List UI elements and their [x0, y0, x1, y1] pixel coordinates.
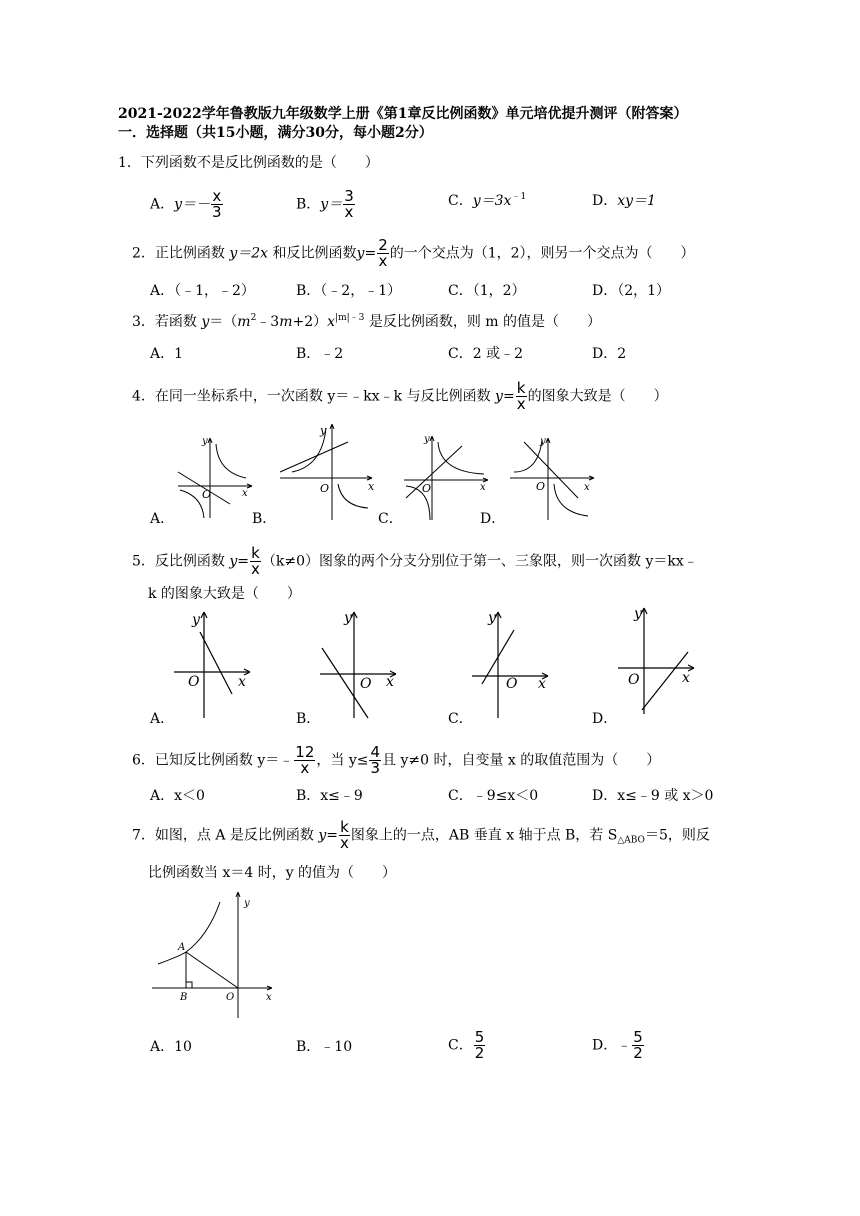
- question-4-stem: 4．在同一坐标系中，一次函数 y＝﹣kx﹣k 与反比例函数 y= $\frac{k}{x}$ 的图象大致是（ ）: [132, 379, 668, 413]
- svg-text:y: y: [320, 424, 327, 437]
- q7-option-d: D．﹣ $\frac{5}{2}$: [592, 1028, 643, 1062]
- question-6-stem: 6．已知反比例函数 y＝﹣ $\frac{12}{x}$ ，当 y≤ $\frac{4}{3}$ 且 y≠0 时，自变量 x 的取值范围为（ ）: [132, 743, 661, 777]
- svg-text:x: x: [386, 674, 394, 690]
- q2-option-b: B．（﹣2，﹣1）: [296, 283, 402, 299]
- svg-text:O: O: [506, 676, 518, 692]
- svg-text:y: y: [540, 436, 546, 447]
- q7-option-b: B．﹣10: [296, 1039, 353, 1055]
- svg-text:O: O: [202, 488, 212, 501]
- q7-option-c: C． $\frac{5}{2}$: [448, 1028, 485, 1062]
- q5-label-c: C．: [448, 711, 473, 727]
- svg-text:x: x: [238, 674, 246, 690]
- fraction: $\frac{4}{3}$: [370, 743, 381, 777]
- q4-graph-b: [278, 422, 378, 522]
- svg-text:O: O: [422, 482, 432, 495]
- svg-text:B: B: [180, 992, 188, 1003]
- svg-text:x: x: [368, 480, 375, 493]
- fraction: $\frac{3}{x}$: [344, 187, 354, 221]
- fraction: $\frac{k}{x}$: [251, 544, 260, 578]
- svg-text:x: x: [682, 670, 690, 686]
- q5-label-d: D．: [592, 711, 618, 727]
- svg-text:y: y: [244, 898, 250, 909]
- question-3-stem: 3．若函数 $y=(m^2﹣3m+2)x^{|m|﹣3}$ 是反比例函数，则 m 的值是（ ）: [132, 313, 602, 330]
- q5-graph-b: [316, 610, 400, 720]
- svg-text:O: O: [628, 672, 640, 688]
- q6-option-c: C．﹣9≤x＜0: [448, 788, 539, 804]
- q3-option-d: D．2: [592, 346, 627, 362]
- svg-text:y: y: [344, 610, 352, 626]
- svg-text:y: y: [488, 610, 496, 626]
- question-7-line2: 比例函数当 x＝4 时，y 的值为（ ）: [148, 865, 397, 881]
- q3-option-b: B．﹣2: [296, 346, 344, 362]
- q2-option-a: A．（﹣1，﹣2）: [150, 283, 255, 299]
- q2-option-c: C．（1，2）: [448, 283, 526, 299]
- q5-graph-a: [170, 610, 254, 720]
- q6-option-a: A．x＜0: [150, 788, 205, 804]
- question-2-stem: 2．正比例函数 y＝2x 和反比例函数y= $\frac{2}{x}$ 的一个交点为（1，2），则另一个交点为（ ）: [132, 236, 695, 270]
- q1-option-d: D．xy＝1: [592, 193, 656, 209]
- q1-option-b: B．y＝ $\frac{3}{x}$: [296, 187, 354, 221]
- fraction: $\frac{5}{2}$: [633, 1028, 643, 1062]
- q4-graph-d: [508, 436, 598, 522]
- fraction: $\frac{2}{x}$: [378, 236, 388, 270]
- svg-text:O: O: [360, 676, 372, 692]
- svg-text:x: x: [480, 482, 486, 493]
- q6-option-d: D．x≤﹣9 或 x＞0: [592, 788, 714, 804]
- svg-text:y: y: [634, 606, 642, 622]
- q4-graph-c: [402, 434, 492, 522]
- question-5-line2: k 的图象大致是（ ）: [148, 586, 301, 602]
- svg-text:x: x: [584, 482, 590, 493]
- page-title: 2021-2022学年鲁教版九年级数学上册《第1章反比例函数》单元培优提升测评（附答案）: [118, 106, 688, 122]
- svg-text:x: x: [242, 488, 248, 499]
- fraction: $\frac{k}{x}$: [340, 818, 349, 852]
- q4-label-c: C．: [378, 511, 403, 527]
- q6-option-b: B．x≤﹣9: [296, 788, 363, 804]
- q3-option-c: C．2 或﹣2: [448, 346, 523, 362]
- q3-option-a: A．1: [150, 346, 184, 362]
- svg-text:O: O: [320, 482, 330, 495]
- svg-text:A: A: [178, 942, 186, 953]
- q7-option-a: A．10: [150, 1039, 192, 1055]
- fraction: $\frac{k}{x}$: [516, 379, 526, 413]
- q4-label-a: A．: [150, 511, 175, 527]
- q4-graph-a: [176, 436, 256, 520]
- svg-text:y: y: [202, 436, 208, 447]
- q5-label-a: A．: [150, 711, 175, 727]
- q5-graph-d: [614, 606, 698, 716]
- svg-text:O: O: [226, 992, 235, 1003]
- section-heading: 一．选择题（共15小题，满分30分，每小题2分）: [118, 125, 433, 141]
- svg-text:x: x: [538, 676, 546, 692]
- fraction: $\frac{5}{2}$: [474, 1028, 485, 1062]
- q5-label-b: B．: [296, 711, 321, 727]
- q4-label-b: B．: [252, 511, 277, 527]
- svg-text:x: x: [266, 992, 272, 1003]
- svg-text:O: O: [536, 480, 546, 493]
- q4-label-d: D．: [480, 511, 506, 527]
- fraction: $\frac{12}{x}$: [295, 743, 315, 777]
- svg-text:y: y: [192, 612, 200, 628]
- q5-graph-c: [468, 610, 552, 720]
- q2-option-d: D．（2，1）: [592, 283, 671, 299]
- svg-text:O: O: [188, 674, 200, 690]
- svg-text:y: y: [424, 434, 430, 445]
- fraction: $\frac{x}{3}$: [212, 187, 222, 221]
- question-5-line1: 5．反比例函数 y= $\frac{k}{x}$ （k≠0）图象的两个分支分别位于第一、三象限，则一次函数 y＝kx﹣: [132, 544, 698, 578]
- q7-figure: [150, 890, 278, 1020]
- q1-option-c: C．$y=3x^{﹣1}$: [448, 192, 527, 209]
- q1-option-a: A．y＝－ $\frac{x}{3}$: [150, 187, 222, 221]
- question-7-line1: 7．如图，点 A 是反比例函数 y= $\frac{k}{x}$ 图象上的一点，AB 垂直 x 轴于点 B，若 $S_{\triangle ABO}=5$，则反: [132, 818, 710, 852]
- question-1-stem: 1．下列函数不是反比例函数的是（ ）: [118, 155, 379, 171]
